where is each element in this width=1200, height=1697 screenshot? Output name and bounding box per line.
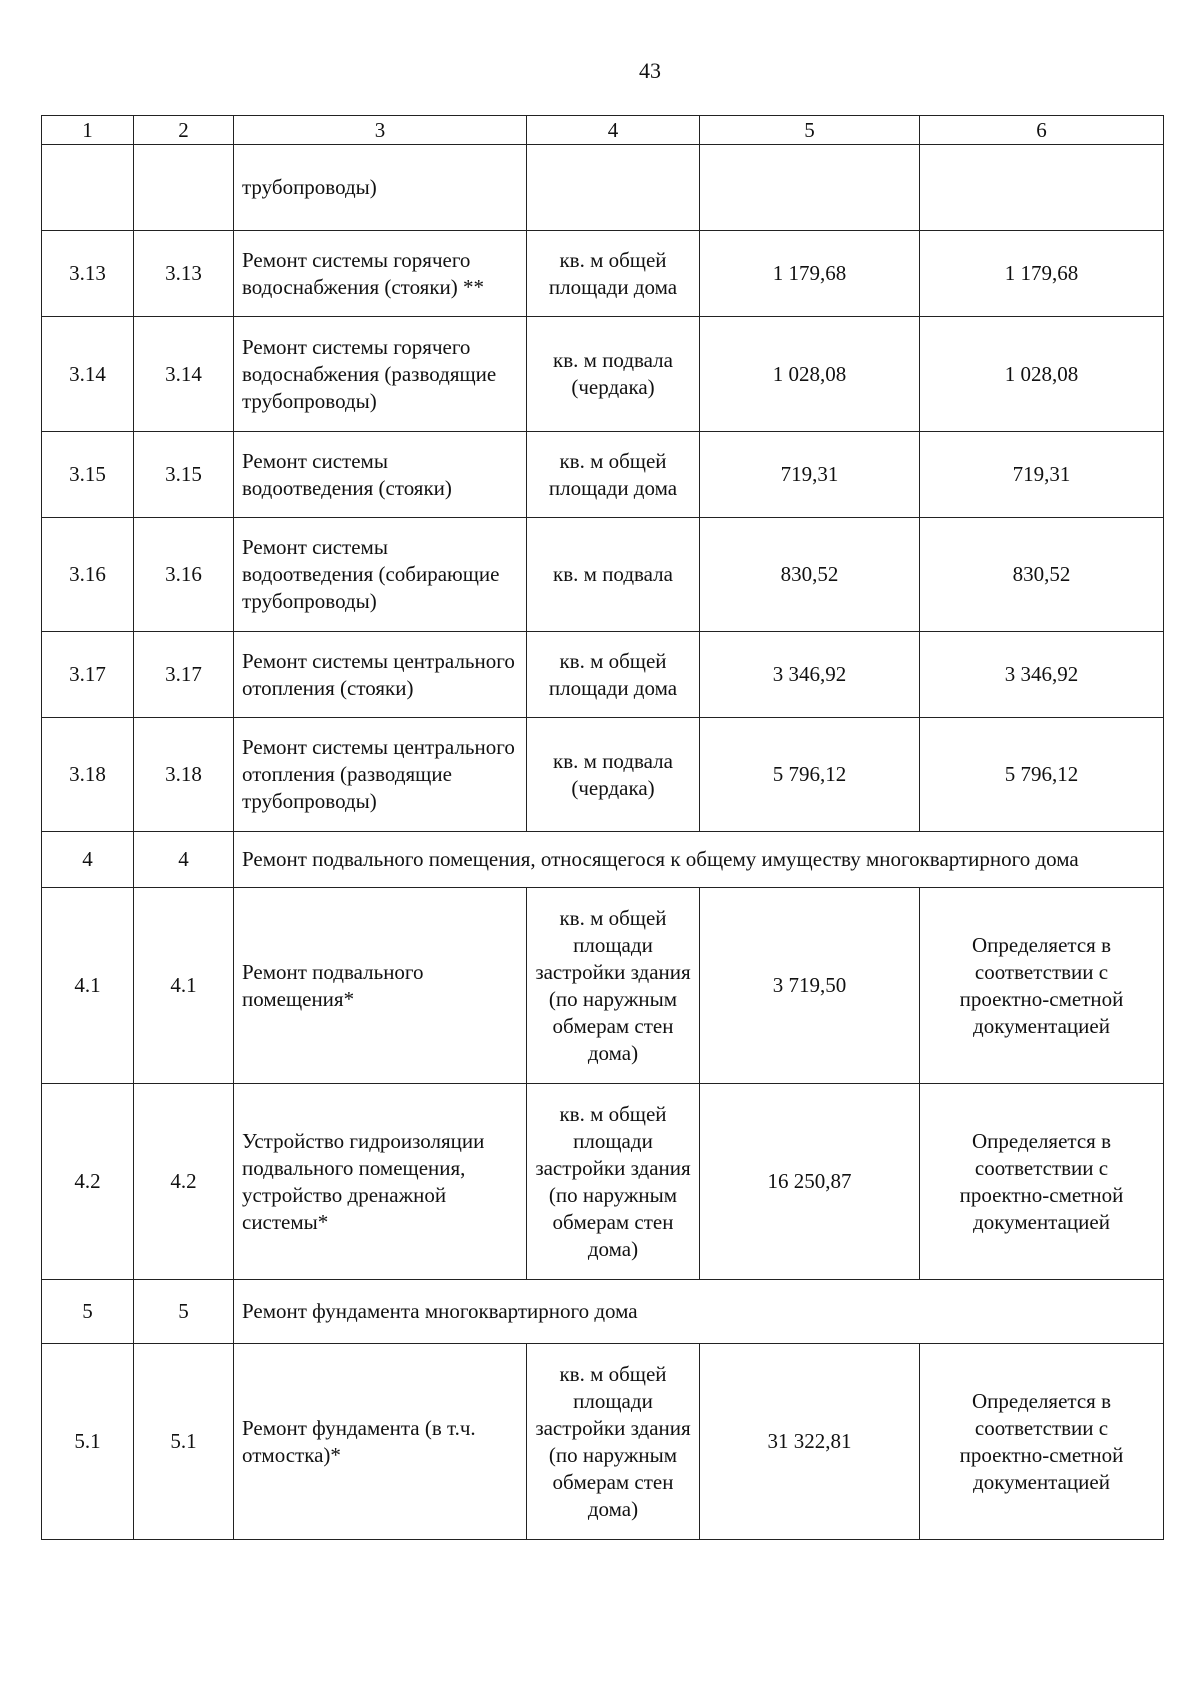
cost-cell: Определяется в соответствии с проектно-сметной документацией [920, 1344, 1164, 1540]
column-header: 6 [920, 116, 1164, 145]
cost-cell: 3 346,92 [920, 632, 1164, 718]
unit-cell: кв. м подвала (чердака) [527, 317, 700, 432]
number-cell: 4.2 [42, 1084, 134, 1280]
column-header: 4 [527, 116, 700, 145]
unit-cell: кв. м общей площади застройки здания (по наружным обмерам стен дома) [527, 1084, 700, 1280]
column-header: 2 [134, 116, 234, 145]
cost-cell: 1 028,08 [920, 317, 1164, 432]
section-title: Ремонт подвального помещения, относящегося к общему имуществу многоквартирного дома [234, 832, 1164, 888]
work-cell: Ремонт системы горячего водоснабжения (стояки) ** [234, 231, 527, 317]
volume-cell: 31 322,81 [700, 1344, 920, 1540]
volume-cell: 1 028,08 [700, 317, 920, 432]
volume-cell: 1 179,68 [700, 231, 920, 317]
table-row [42, 1344, 1164, 1540]
cost-cell: 1 179,68 [920, 231, 1164, 317]
number-cell: 5 [42, 1280, 134, 1344]
volume-cell: 719,31 [700, 432, 920, 518]
table-row [42, 518, 1164, 632]
table-row [42, 632, 1164, 718]
cost-cell: Определяется в соответствии с проектно-сметной документацией [920, 1084, 1164, 1280]
unit-cell: кв. м общей площади дома [527, 632, 700, 718]
work-cell: Ремонт системы водоотведения (собирающие трубопроводы) [234, 518, 527, 632]
volume-cell: 3 346,92 [700, 632, 920, 718]
section-row [42, 1280, 1164, 1344]
volume-cell: 5 796,12 [700, 718, 920, 832]
number-cell: 3.16 [134, 518, 234, 632]
number-cell: 3.14 [42, 317, 134, 432]
unit-cell: кв. м общей площади дома [527, 231, 700, 317]
table-row [42, 231, 1164, 317]
cost-cell: 830,52 [920, 518, 1164, 632]
volume-cell: 830,52 [700, 518, 920, 632]
unit-cell: кв. м общей площади дома [527, 432, 700, 518]
page-number: 43 [639, 58, 661, 83]
number-cell: 3.18 [42, 718, 134, 832]
number-cell: 3.14 [134, 317, 234, 432]
work-cell: Ремонт фундамента (в т.ч. отмостка)* [234, 1344, 527, 1540]
works-table [41, 115, 1164, 1540]
table-row [42, 317, 1164, 432]
work-cell: Ремонт системы горячего водоснабжения (разводящие трубопроводы) [234, 317, 527, 432]
number-cell: 5.1 [42, 1344, 134, 1540]
cost-cell: Определяется в соответствии с проектно-сметной документацией [920, 888, 1164, 1084]
column-header: 1 [42, 116, 134, 145]
unit-cell: кв. м общей площади застройки здания (по наружным обмерам стен дома) [527, 888, 700, 1084]
unit-cell: кв. м общей площади застройки здания (по наружным обмерам стен дома) [527, 1344, 700, 1540]
unit-cell: кв. м подвала (чердака) [527, 718, 700, 832]
number-cell: 3.13 [42, 231, 134, 317]
number-cell: 3.17 [42, 632, 134, 718]
number-cell: 4.2 [134, 1084, 234, 1280]
number-cell: 4 [42, 832, 134, 888]
number-cell: 3.15 [42, 432, 134, 518]
column-header: 3 [234, 116, 527, 145]
volume-cell: 16 250,87 [700, 1084, 920, 1280]
number-cell: 3.13 [134, 231, 234, 317]
unit-cell: кв. м подвала [527, 518, 700, 632]
section-row [42, 832, 1164, 888]
cost-cell: 719,31 [920, 432, 1164, 518]
number-cell: 3.15 [134, 432, 234, 518]
work-cell: трубопроводы) [234, 145, 527, 231]
table-row [42, 718, 1164, 832]
number-cell: 4.1 [134, 888, 234, 1084]
number-cell: 3.17 [134, 632, 234, 718]
number-cell: 3.16 [42, 518, 134, 632]
work-cell: Устройство гидроизоляции подвального помещения, устройство дренажной системы* [234, 1084, 527, 1280]
number-cell: 5.1 [134, 1344, 234, 1540]
number-cell: 4 [134, 832, 234, 888]
number-cell: 4.1 [42, 888, 134, 1084]
table-header-row [42, 116, 1164, 145]
cost-cell: 5 796,12 [920, 718, 1164, 832]
number-cell: 3.18 [134, 718, 234, 832]
section-title: Ремонт фундамента многоквартирного дома [234, 1280, 1164, 1344]
table-row [42, 888, 1164, 1084]
work-cell: Ремонт системы водоотведения (стояки) [234, 432, 527, 518]
table-row [42, 432, 1164, 518]
work-cell: Ремонт подвального помещения* [234, 888, 527, 1084]
table-row [42, 1084, 1164, 1280]
number-cell: 5 [134, 1280, 234, 1344]
work-cell: Ремонт системы центрального отопления (разводящие трубопроводы) [234, 718, 527, 832]
volume-cell: 3 719,50 [700, 888, 920, 1084]
column-header: 5 [700, 116, 920, 145]
table-row-continuation [42, 145, 1164, 231]
work-cell: Ремонт системы центрального отопления (стояки) [234, 632, 527, 718]
